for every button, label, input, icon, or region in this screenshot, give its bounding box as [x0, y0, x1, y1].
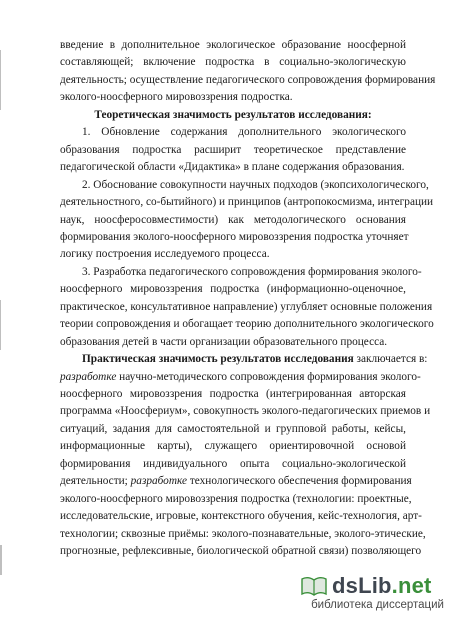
text-line: [60, 55, 406, 69]
text-segment: технологического обеспечения формирования: [187, 475, 412, 488]
text-line: [60, 439, 406, 453]
text-segment: ситуаций, задания для самостоятельной и групповой работы, кейсы,: [60, 422, 406, 435]
text-line: [60, 370, 421, 384]
text-line: [60, 247, 406, 261]
text-segment: логику построения исследуемого процесса.: [60, 248, 270, 261]
text-line: [60, 404, 431, 418]
text-line: [60, 422, 406, 436]
text-segment: технологии; сквозные приёмы: эколого-познавательные, эколого-этические,: [60, 527, 426, 540]
text-segment: образования подростка расширит теоретическое представление: [60, 143, 406, 156]
text-segment: Теоретическая значимость результатов исследования:: [94, 108, 372, 121]
text-line: [60, 457, 406, 471]
text-line: [60, 492, 412, 506]
text-segment: формирования индивидуального опыта социально-экологической: [60, 457, 406, 470]
text-segment: деятельность; осуществление педагогического сопровождения формирования: [60, 73, 436, 86]
text-line: [82, 125, 406, 139]
scan-edge-mark: [0, 545, 2, 575]
text-line: [60, 282, 406, 296]
text-segment: 2. Обоснование совокупности научных подходов (экопсихологического,: [82, 178, 429, 191]
italic-phrase: разработке: [60, 370, 117, 383]
text-segment: деятельностного, со-бытийного) и принципов (антропокосмизма, интеграции: [60, 196, 434, 209]
text-line: [60, 38, 406, 52]
watermark: [264, 571, 444, 615]
text-line: [60, 300, 433, 314]
text-line: [82, 178, 429, 192]
book-icon: [300, 575, 328, 597]
watermark-logo-accent: .net: [391, 573, 432, 598]
text-line: [60, 90, 406, 104]
watermark-tagline: библиотека диссертаций: [311, 599, 444, 611]
text-segment: 3. Разработка педагогического сопровождения формирования эколого-: [82, 265, 422, 278]
text-segment: образования детей в части организации образовательного процесса.: [60, 335, 388, 348]
text-line: [60, 213, 406, 227]
text-segment: научно-методического сопровождения формирования эколого-: [116, 370, 421, 383]
text-segment: программа «Ноосфериум», совокупность эколого-педагогических приемов и: [60, 405, 431, 418]
bold-phrase: Практическая значимость результатов исследования: [82, 353, 354, 366]
text-line: [82, 265, 422, 279]
watermark-logo: [332, 573, 432, 599]
text-line: [60, 387, 406, 401]
italic-phrase: разработке: [130, 475, 187, 488]
text-line: [60, 527, 426, 541]
text-segment: формирования эколого-ноосферного мировоззрения подростка уточняет: [60, 230, 409, 243]
text-segment: теории сопровождения и обогащает теорию дополнительного экологического: [60, 318, 434, 331]
section-heading: [60, 108, 406, 122]
text-line: [60, 160, 406, 174]
text-line: [60, 195, 434, 209]
text-segment: составляющей; включение подростка в социально-экологическую: [60, 56, 406, 69]
text-segment: эколого-ноосферного мировоззрения подростка.: [60, 91, 293, 104]
text-segment: заключается в:: [353, 353, 428, 366]
text-segment: деятельности;: [60, 475, 131, 488]
text-segment: ноосферного мировоззрения подростка (интегрированная авторская: [60, 388, 406, 400]
watermark-logo-main: dsLib: [332, 573, 392, 598]
text-line: [60, 509, 422, 523]
text-line: [60, 143, 406, 157]
text-line: [82, 352, 428, 366]
text-segment: ноосферного мировоззрения подростка (информационно-оценочное,: [60, 283, 406, 296]
text-line: [60, 317, 434, 331]
text-line: [60, 230, 409, 244]
scan-edge-mark: [0, 300, 1, 350]
text-segment: наук, ноосферосовместимости) как методологического основания: [60, 213, 406, 226]
text-segment: эколого-ноосферного мировоззрения подростка (технологии: проектные,: [60, 492, 412, 505]
text-line: [60, 73, 436, 87]
text-segment: 1. Обновление содержания дополнительного экологического: [82, 126, 406, 139]
text-segment: прогнозные, рефлексивные, биологической обратной связи) позволяющего: [60, 545, 422, 558]
text-line: [60, 335, 406, 349]
text-segment: исследовательские, игровые, контекстного обучения, кейс-технология, арт-: [60, 510, 422, 523]
text-segment: педагогической области «Дидактика» в плане содержания образования.: [60, 161, 405, 174]
text-segment: введение в дополнительное экологическое образование ноосферной: [60, 39, 406, 51]
text-segment: информационные карты), служащего ориентировочной основой: [60, 440, 406, 453]
scan-edge-mark: [0, 50, 1, 110]
text-line: [60, 474, 412, 488]
text-segment: практическое, консультативное направление) углубляет основные положения: [60, 300, 433, 313]
text-line: [60, 544, 422, 558]
